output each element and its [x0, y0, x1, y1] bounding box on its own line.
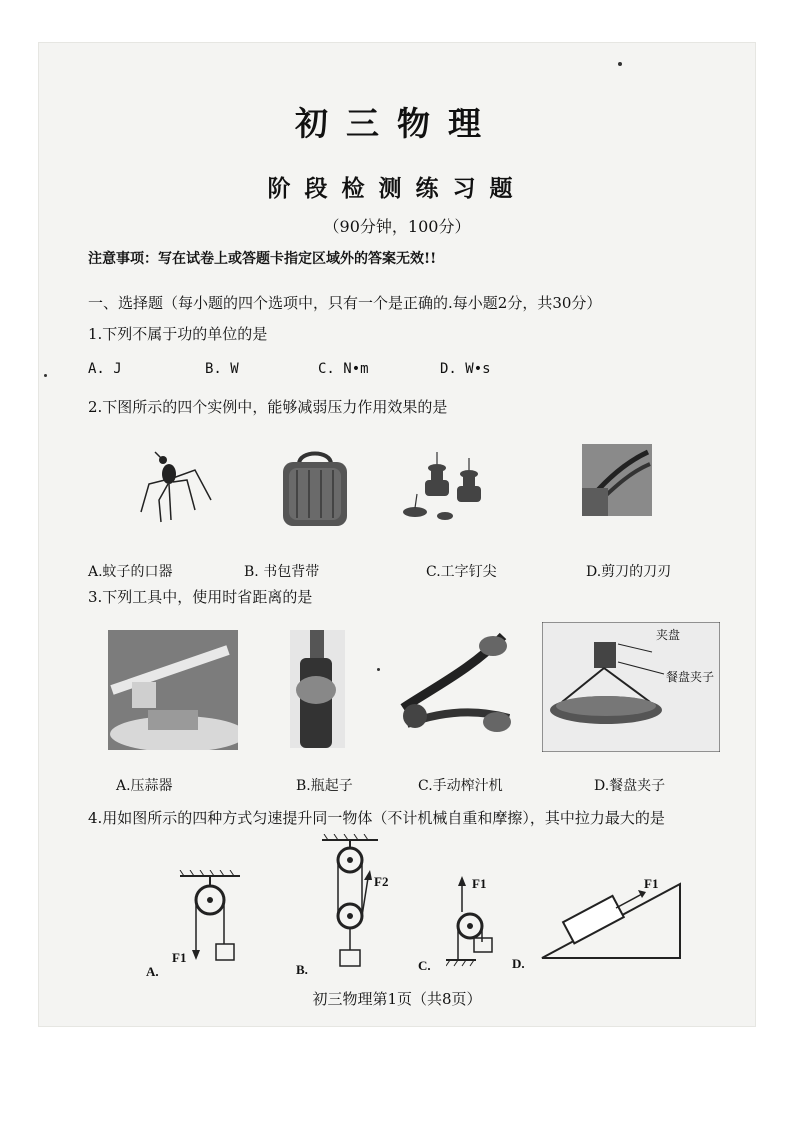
- speck: [377, 668, 380, 671]
- question-2-stem: 2.下图所示的四个实例中，能够减弱压力作用效果的是: [88, 398, 448, 416]
- section-heading: 一、选择题（每小题的四个选项中，只有一个是正确的.每小题2分，共30分）: [88, 294, 602, 312]
- plate-label-clamp: 餐盘夹子: [666, 670, 715, 684]
- q1-option-b: B. W: [205, 361, 239, 377]
- q2-caption-b: B. 书包背带: [244, 564, 320, 580]
- scissors-image: [582, 444, 652, 516]
- q1-option-c: C. N•m: [318, 361, 369, 377]
- mosquito-image: [135, 450, 215, 530]
- question-3-stem: 3.下列工具中，使用时省距离的是: [88, 588, 313, 606]
- juicer-image: [393, 628, 513, 748]
- exam-time-score: （90分钟，100分）: [323, 217, 471, 236]
- force-label-a: F1: [172, 950, 187, 965]
- thumbtack-image: [395, 450, 505, 530]
- speck: [618, 62, 622, 66]
- q2-caption-d: D.剪刀的刀刃: [586, 564, 672, 580]
- q3-caption-b: B.瓶起子: [296, 778, 353, 794]
- schoolbag-image: [275, 446, 355, 532]
- bottle-opener-image: [290, 630, 345, 748]
- option-label-c: C.: [418, 958, 431, 973]
- plate-label-clip: 夹盘: [656, 628, 681, 642]
- exam-subtitle: 阶段检测练习题: [267, 175, 527, 202]
- pulley-diagram-b: [318, 834, 398, 968]
- q2-caption-c: C.工字钉尖: [426, 564, 497, 580]
- option-label-a: A.: [146, 964, 159, 979]
- force-label-d: F1: [644, 876, 659, 891]
- incline-diagram-d: [538, 872, 684, 964]
- q3-caption-a: A.压蒜器: [116, 778, 173, 794]
- plate-clamp-image: [542, 622, 720, 752]
- notice: 注意事项：写在试卷上或答题卡指定区域外的答案无效!!: [88, 251, 437, 267]
- q1-option-a: A. J: [88, 361, 122, 377]
- q1-option-d: D. W•s: [440, 361, 491, 377]
- q3-caption-d: D.餐盘夹子: [594, 778, 666, 794]
- exam-title: 初三物理: [295, 104, 499, 143]
- q2-caption-a: A.蚊子的口器: [88, 564, 173, 580]
- option-label-d: D.: [512, 956, 525, 971]
- question-1-stem: 1.下列不属于功的单位的是: [88, 325, 268, 343]
- force-label-b: F2: [374, 874, 389, 889]
- pulley-diagram-a: [176, 870, 246, 970]
- question-4-stem: 4.用如图所示的四种方式匀速提升同一物体（不计机械自重和摩擦），其中拉力最大的是: [88, 809, 665, 827]
- speck: [44, 374, 47, 377]
- option-label-b: B.: [296, 962, 308, 977]
- force-label-c: F1: [472, 876, 487, 891]
- garlic-press-image: [108, 630, 238, 750]
- page-footer: 初三物理第1页（共8页）: [312, 990, 482, 1008]
- q3-caption-c: C.手动榨汁机: [418, 778, 503, 794]
